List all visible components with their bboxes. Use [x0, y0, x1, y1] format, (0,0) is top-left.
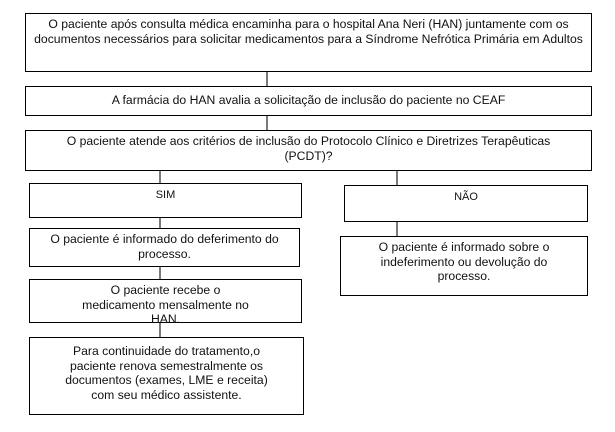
- node-approved: [29, 228, 300, 267]
- connector-decision-yes: [159, 170, 161, 183]
- node-yes-label: SIM: [155, 189, 176, 201]
- node-rejected: [340, 236, 588, 296]
- node-receives: [29, 279, 302, 326]
- node-approved-text: O paciente é informado do deferimento do processo.: [50, 232, 279, 261]
- node-no: [344, 185, 588, 222]
- connector-no-rejected: [396, 221, 398, 236]
- connector-decision-no: [396, 170, 398, 185]
- node-renewal-text: Para continuidade do tratamento,o paciente renova semestralmente os documentos (exames, LME e receita) com seu médico assistente.: [65, 344, 268, 402]
- node-renewal: [29, 337, 304, 415]
- connector-pharmacy-decision: [266, 115, 268, 130]
- node-rejected-text: O paciente é informado sobre o indeferimento ou devolução do processo.: [378, 240, 550, 283]
- node-decision-text: O paciente atende aos critérios de inclusão do Protocolo Clínico e Diretrizes Terapêuticas (PCDT)?: [66, 134, 551, 163]
- node-start: [25, 13, 592, 72]
- node-yes: [29, 183, 302, 218]
- node-receives-text: O paciente recebe o medicamento mensalmente no HAN.: [82, 283, 249, 326]
- connector-start-pharmacy: [266, 71, 268, 86]
- node-pharmacy: [25, 86, 592, 116]
- node-pharmacy-text: A farmácia do HAN avalia a solicitação de inclusão do paciente no CEAF: [111, 93, 506, 107]
- connector-yes-approved: [159, 217, 161, 228]
- node-start-text: O paciente após consulta médica encaminha para o hospital Ana Neri (HAN) juntamente com os documentos necessários para solicitar medicamentos para a Síndrome Nefrótica Primária em Adultos: [34, 17, 583, 46]
- node-decision: [25, 130, 592, 171]
- connector-approved-receives: [159, 266, 161, 279]
- node-no-label: NÃO: [454, 191, 478, 203]
